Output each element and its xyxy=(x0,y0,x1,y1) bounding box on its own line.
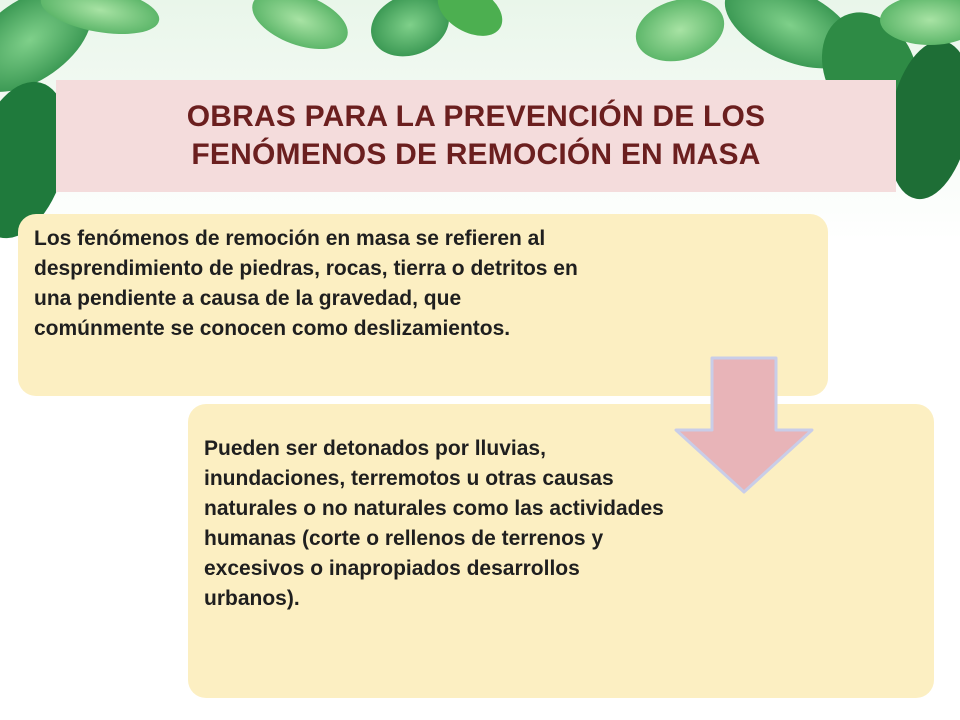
arrow-down-icon xyxy=(674,356,814,496)
causes-text: Pueden ser detonados por lluvias, inundaciones, terremotos u otras causas naturales o no naturales como las actividades humanas (corte o rellenos de terrenos y excesivos o inapropiados desarrollos urbanos). xyxy=(204,437,664,610)
slide-title: OBRAS PARA LA PREVENCIÓN DE LOS FENÓMENOS DE REMOCIÓN EN MASA xyxy=(186,100,766,171)
causes-box xyxy=(188,404,934,698)
definition-text: Los fenómenos de remoción en masa se refieren al desprendimiento de piedras, rocas, tierra o detritos en una pendiente a causa de la gravedad, que comúnmente se conocen como deslizamientos. xyxy=(34,227,578,340)
title-banner xyxy=(56,80,896,192)
